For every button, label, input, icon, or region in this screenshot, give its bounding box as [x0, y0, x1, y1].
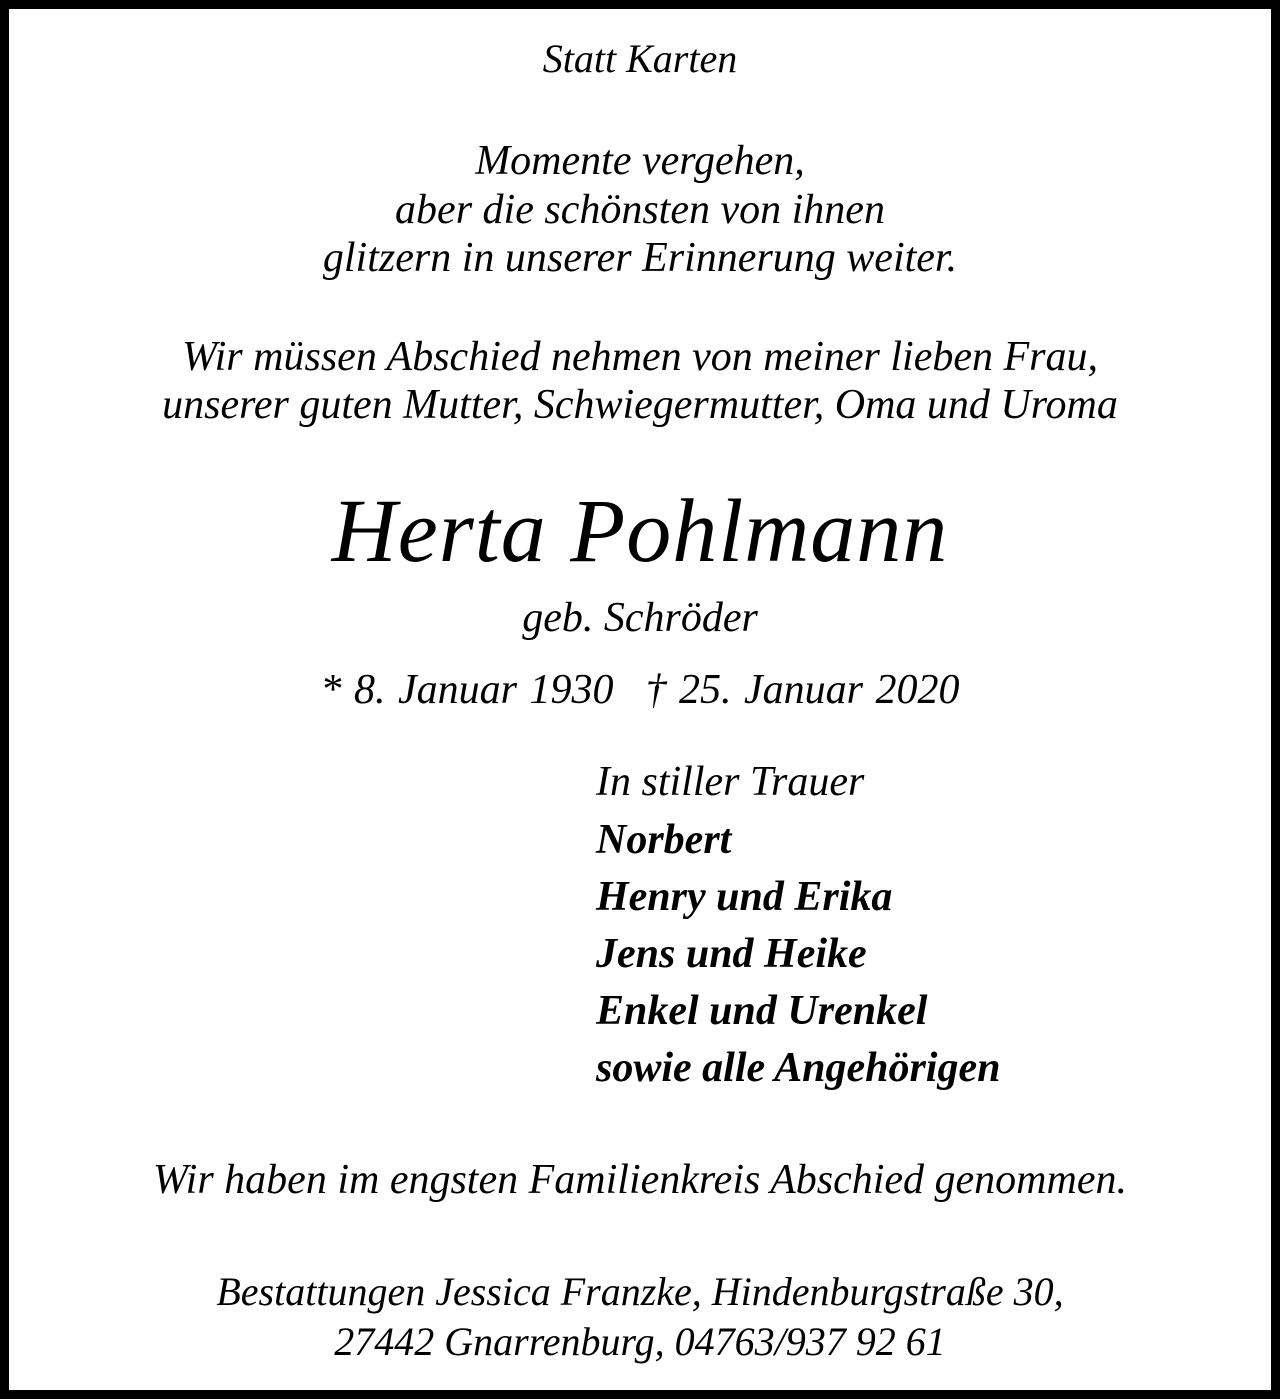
birth-name: geb. Schröder	[522, 595, 758, 641]
closing-statement: Wir haben im engsten Familienkreis Abschied genommen.	[153, 1157, 1127, 1203]
notice-header: Statt Karten	[542, 36, 738, 81]
intro-line: Wir müssen Abschied nehmen von meiner lieben Frau,	[181, 334, 1099, 380]
undertaker-line: 27442 Gnarrenburg, 04763/937 92 61	[334, 1319, 946, 1364]
mourners-block	[596, 761, 1000, 1104]
undertaker-line: Bestattungen Jessica Franzke, Hindenburgstraße 30,	[216, 1269, 1064, 1314]
mourning-lead: In stiller Trauer	[596, 759, 865, 805]
mourner-name: Norbert	[596, 817, 732, 863]
deceased-name: Herta Pohlmann	[331, 482, 949, 581]
mourner-name: Henry und Erika	[596, 874, 893, 920]
intro-line: unserer guten Mutter, Schwiegermutter, Oma und Uroma	[162, 382, 1118, 428]
mourner-name: Jens und Heike	[596, 931, 867, 977]
poem-line: Momente vergehen,	[475, 138, 805, 184]
mourner-name: Enkel und Urenkel	[596, 988, 928, 1034]
mourner-name: sowie alle Angehörigen	[596, 1045, 1001, 1091]
life-dates	[9, 669, 1271, 711]
poem-line: aber die schönsten von ihnen	[395, 187, 885, 233]
birth-date: * 8. Januar 1930	[320, 667, 614, 713]
poem-line: glitzern in unserer Erinnerung weiter.	[322, 235, 958, 281]
death-date: † 25. Januar 2020	[645, 667, 960, 713]
